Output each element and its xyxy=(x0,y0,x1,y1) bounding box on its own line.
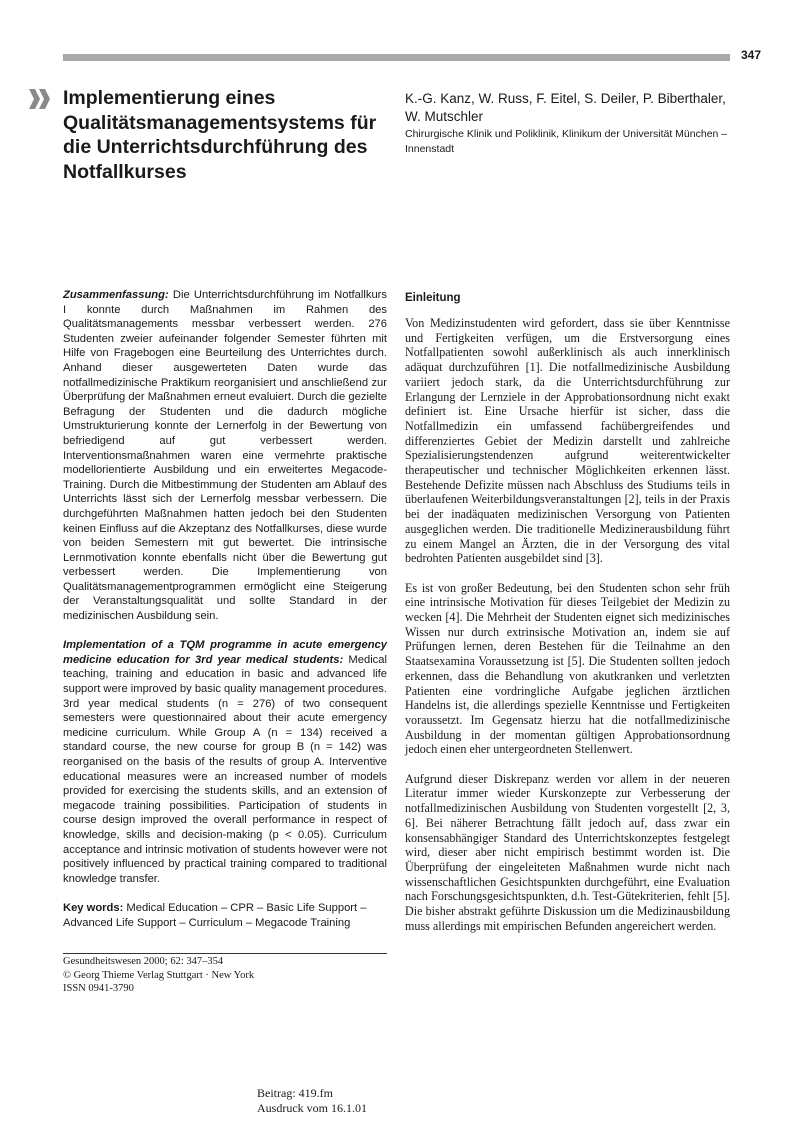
abstract-column xyxy=(63,288,387,945)
footer-rule xyxy=(63,953,387,954)
body-paragraph: Es ist von großer Bedeutung, bei den Studenten schon sehr früh eine intrinsische Motivation für dieses Teilgebiet der Medizin zu wecken [4]. Die Mehrheit der Studenten eignet sich medizinisches Wissen nur durch extrinsische Motivation an, indem sie auf Prüfungen lernen, deren Bestehen für die Teilnahme an den Staatsexamina Voraussetzung ist [5]. Die Studenten sollten jedoch erkennen, dass die Behandlung von akutkranken und verletzten Patienten eine vordringliche Aufgabe jeglichen ärztlichen Handelns ist, die allerdings spezielle Kenntnisse und Fertigkeiten voraussetzt. Im Gegensatz hierzu hat die notfallmedizinische Ausbildung in der momentan gültigen Approbationsordnung jedoch einen eher untergeordneten Stellenwert. xyxy=(405,580,730,757)
print-stamp xyxy=(257,1086,367,1116)
affiliation: Chirurgische Klinik und Poliklinik, Klinikum der Universität München – Innenstadt xyxy=(405,128,728,155)
body-paragraph: Aufgrund dieser Diskrepanz werden vor allem in der neueren Literatur immer wieder Kurskonzepte zur Verbesserung der notfallmedizinischen Ausbildung von Studenten vorgestellt [2, 3, 6]. Bei näherer Betrachtung fällt jedoch auf, dass zwar ein konsensabhängiger Standard des Unterrichtskonzeptes festgelegt wird, dieser aber nicht empirisch bestimmt worden ist. Die Überprüfung der eingeleiteten Maßnahmen wurde nicht nach wissenschaftlichen Gesichtspunkten durchgeführt, eine Evaluation nach Forschungsgesichtspunkten, d.h. Test-Gütekriterien, fehlt [5]. Die bisher abstrakt geführte Diskussion um die Medizinausbildung muss allerdings mit empirischen Befunden angereichert werden. xyxy=(405,771,730,933)
abstract-english-text: Medical teaching, training and education in basic and advanced life support were improved by basic quality management procedures. 3rd year medical students (n = 276) of two consequent semesters were questionnaired about their acute emergency medicine curriculum. While Group A (n = 134) received a standard course, the new course for group B (n = 142) was reorganised on the basis of the results of group A. Interventive educational measures were an increased number of models provided for exercising the students skills, and an extension of megacode training possibilities. Participation of students in course design improved the overall performance in respect of knowledge, skills and decision-making (p < 0.05). Curriculum acceptance and intrinsic motivation of students however were not positively influenced by practical training compared to traditional knowledge transfer. xyxy=(63,653,387,885)
double-chevron-icon xyxy=(29,89,51,109)
body-paragraph: Von Medizinstudenten wird gefordert, dass sie über Kenntnisse und Fertigkeiten verfügen, um die Erstversorgung eines Notfallpatienten sowohl außerklinisch als auch innerklinisch adäquat durchzuführen [1]. Die notfallmedizinische Ausbildung variiert jedoch stark, da die Unterrichtsdurchführung zur Erlangung der Lernziele in der Approbationsordnung nicht exakt definiert ist. Eine Ursache hierfür ist sicher, dass die Notfallmedizin ein umfassend fachübergreifendes und differenziertes Gebiet der Medizin darstellt und zahlreiche Spezialisierungstendenzen aufgrund weiterentwickelter therapeutischer und technischer Möglichkeiten erkennen lässt. Bestehende Defizite müssen nach Abschluss des Studiums teils in überlaufenen Weiterbildungsveranstaltungen [2], teils in der Praxis bei der inadäquaten medizinischen Versorgung von Patienten ausgeglichen werden. Die traditionelle Medizinerausbildung führt zu einem Mangel an Ärzten, die in der Versorgung des vital bedrohten Patienten ausgebildet sind [3]. xyxy=(405,316,730,566)
keywords-text: Medical Education – CPR – Basic Life Support – Advanced Life Support – Curriculum – Megacode Training xyxy=(63,901,367,929)
author-list: K.-G. Kanz, W. Russ, F. Eitel, S. Deiler, P. Biberthaler, W. Mutschler xyxy=(405,91,726,124)
citation-footer xyxy=(63,955,254,996)
abstract-english xyxy=(63,638,387,886)
citation-copyright: © Georg Thieme Verlag Stuttgart · New York xyxy=(63,969,255,981)
article-title: Implementierung eines Qualitätsmanagementsystems für die Unterrichtsdurchführung des Notfallkurses xyxy=(63,87,377,183)
citation-issn: ISSN 0941-3790 xyxy=(63,983,134,994)
section-heading: Einleitung xyxy=(405,292,461,304)
abstract-german-text: Die Unterrichtsdurchführung im Notfallkurs I konnte durch Maßnahmen im Rahmen des Qualitätsmanagements messbar verbessert werden. 276 Studenten zweier aufeinander folgender Semester führten mit Hilfe von Fragebogen eine Beurteilung des Unterrichtes durch. Anhand dieser ausgewerteten Daten wurde das notfallmedizinische Praktikum reorganisiert und anschließend zur Überprüfung der Maßnahmen erneut evaluiert. Durch die gezielte Befragung der Studenten und die dadurch mögliche Umstrukturierung konnte der Lernerfolg in der Bewertung von befriedigend auf gut verbessert werden. Interventionsmaßnahmen waren eine vermehrte praktische modellorientierte Ausbildung und ein erweitertes Megacode-Training. Durch die Mitbestimmung der Studenten am Ablauf des Unterrichts lässt sich der Lernerfolg messbar verbessern. Die durchgeführten Maßnahmen hatten jedoch bei den Studenten keinen Einfluss auf die Akzeptanz des Notfallkurses, diese wurde von beiden Semestern mit gut bewertet. Die intrinsische Lernmotivation konnte ebenfalls nicht über die Bewertung gut verbessert werden. Die Implementierung von Qualitätsmanagementprogrammen ermöglicht eine Steigerung der Veranstaltungsqualität und sollte Standard in der medizinischen Ausbildung sein. xyxy=(63,289,387,623)
abstract-german xyxy=(63,288,387,624)
abstract-german-lead: Zusammenfassung: xyxy=(63,289,169,301)
citation-journal: Gesundheitswesen 2000; 62: 347–354 xyxy=(63,956,224,967)
keywords-lead: Key words: xyxy=(63,901,124,914)
page-number: 347 xyxy=(741,48,762,62)
stamp-file: Beitrag: 419.fm xyxy=(257,1086,333,1100)
body-text xyxy=(405,316,730,948)
header-rule xyxy=(63,54,730,61)
abstract-english-lead: Implementation of a TQM programme in acute emergency medicine education for 3rd year medical students: xyxy=(63,639,387,666)
keywords xyxy=(63,901,387,930)
stamp-date: Ausdruck vom 16.1.01 xyxy=(257,1101,367,1115)
